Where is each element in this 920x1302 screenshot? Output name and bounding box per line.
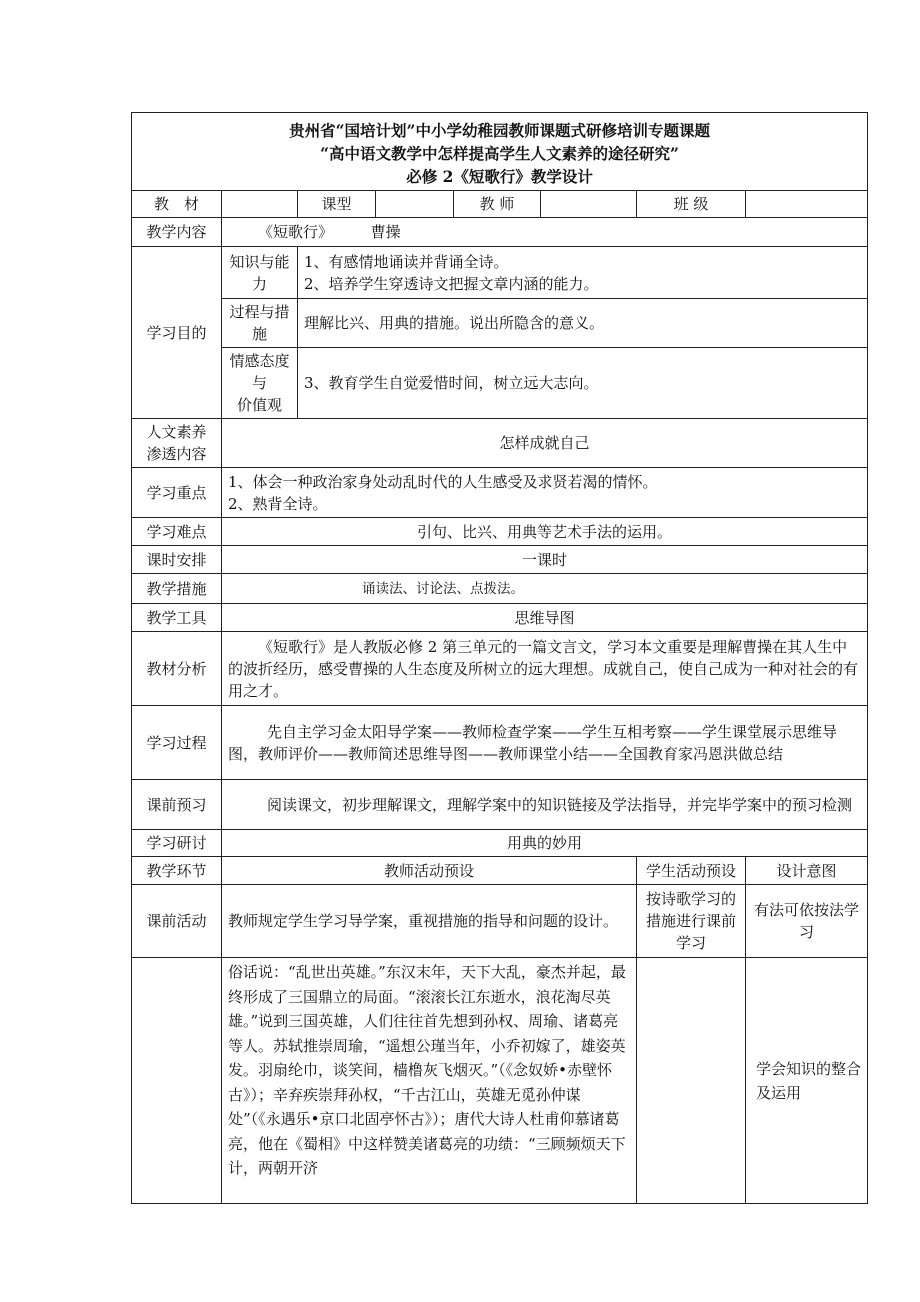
tools-row: [132, 604, 868, 632]
study-label: 学习研讨: [132, 830, 222, 857]
title-line-3: 必修 2《短歌行》教学设计: [406, 167, 593, 186]
process-label: 学习过程: [132, 706, 222, 780]
banji-value: [746, 191, 868, 218]
pre-class-intent: 有法可依按法学习: [746, 885, 868, 958]
stage-header: 教学环节: [132, 857, 222, 885]
methods-label: 教学措施: [132, 574, 222, 604]
pre-class-student: 按诗歌学习的措施进行课前学习: [637, 885, 746, 958]
humanities-label-2: 渗透内容: [146, 445, 207, 463]
methods-text: 诵读法、讨论法、点拨法。: [222, 574, 868, 604]
objective-process-row: [132, 299, 868, 348]
content-work: 《短歌行》: [258, 223, 334, 241]
key-point-2: 2、熟背全诗。: [228, 494, 328, 513]
header-row: [132, 191, 868, 218]
analysis-row: [132, 632, 868, 706]
process-text: 先自主学习金太阳导学案——教师检查学案——学生互相考察——学生课堂展示思维导图，教师评价——教师简述思维导图——教师课堂小结——全国教育家冯恩洪做总结: [222, 706, 868, 780]
pre-class-label: 课前活动: [132, 885, 222, 958]
knowledge-item-1: 1、有感情地诵读并背诵全诗。: [304, 252, 509, 271]
pre-class-row: [132, 885, 868, 958]
emotion-label-1: 情感态度与: [229, 352, 290, 392]
knowledge-item-2: 2、培养学生穿透诗文把握文章内涵的能力。: [304, 274, 599, 293]
difficulties-text: 引句、比兴、用典等艺术手法的运用。: [222, 518, 868, 546]
objective-emotion-row: [132, 348, 868, 419]
stage-header-row: [132, 857, 868, 885]
intro-intent: 学会知识的整合及运用: [746, 958, 868, 1204]
tools-label: 教学工具: [132, 604, 222, 632]
banji-label: 班 级: [637, 191, 746, 218]
process-row: [132, 706, 868, 780]
methods-row: [132, 574, 868, 604]
lesson-plan-table: [131, 112, 868, 1204]
student-header: 学生活动预设: [637, 857, 746, 885]
kexing-label: 课型: [298, 191, 376, 218]
difficulties-label: 学习难点: [132, 518, 222, 546]
analysis-text: 《短歌行》是人教版必修 2 第三单元的一篇文言文，学习本文重要是理解曹操在其人生中的波折经历，感受曹操的人生态度及所树立的远大理想。成就自己，使自己成为一种对社会的有用之才。: [222, 632, 868, 706]
content-label: 教学内容: [132, 218, 222, 247]
jiaoshi-value: [541, 191, 637, 218]
jiaocai-label: 教 材: [132, 191, 222, 218]
humanities-row: [132, 419, 868, 468]
jiaocai-value: [222, 191, 298, 218]
objective-knowledge-row: [132, 247, 868, 299]
tools-text: 思维导图: [222, 604, 868, 632]
title-row: [132, 113, 868, 191]
preview-row: [132, 780, 868, 830]
preview-label: 课前预习: [132, 780, 222, 830]
pre-class-teacher: 教师规定学生学习导学案，重视措施的指导和问题的设计。: [222, 885, 637, 958]
jiaoshi-label: 教 师: [454, 191, 541, 218]
schedule-label: 课时安排: [132, 546, 222, 574]
intro-row: [132, 958, 868, 1204]
humanities-label-1: 人文素养: [146, 423, 207, 441]
process-method-text: 理解比兴、用典的措施。说出所隐含的意义。: [298, 299, 868, 348]
preview-text: 阅读课文，初步理解课文，理解学案中的知识链接及学法指导，并完毕学案中的预习检测: [222, 780, 868, 830]
key-points-row: [132, 468, 868, 518]
emotion-text: 3、教育学生自觉爱惜时间，树立远大志向。: [298, 348, 868, 419]
emotion-label-2: 价值观: [236, 396, 282, 414]
study-text: 用典的妙用: [222, 830, 868, 857]
process-method-label: 过程与措施: [222, 299, 298, 348]
intent-header: 设计意图: [746, 857, 868, 885]
intro-student: [637, 958, 746, 1204]
title-line-1: 贵州省“国培计划”中小学幼稚园教师课题式研修培训专题课题: [289, 121, 710, 140]
key-points-label: 学习重点: [132, 468, 222, 518]
kexing-value: [376, 191, 454, 218]
study-row: [132, 830, 868, 857]
knowledge-label: 知识与能力: [222, 247, 298, 299]
content-row: [132, 218, 868, 247]
schedule-row: [132, 546, 868, 574]
title-line-2: “高中语文教学中怎样提高学生人文素养的途径研究”: [320, 144, 679, 163]
analysis-label: 教材分析: [132, 632, 222, 706]
teacher-header: 教师活动预设: [222, 857, 637, 885]
humanities-text: 怎样成就自己: [222, 419, 868, 468]
content-author: 曹操: [370, 223, 401, 241]
objectives-label: 学习目的: [132, 247, 222, 419]
difficulties-row: [132, 518, 868, 546]
intro-label: [132, 958, 222, 1204]
intro-teacher: 俗话说：“乱世出英雄。”东汉末年，天下大乱，豪杰并起，最终形成了三国鼎立的局面。“滚滚长江东逝水，浪花淘尽英雄。”说到三国英雄，人们往往首先想到孙权、周瑜、诸葛亮等人。苏轼推崇周瑜，“遥想公瑾当年，小乔初嫁了，雄姿英发。羽扇纶巾，谈笑间，樯橹灰飞烟灭。”（《念奴娇•赤壁怀古》）；辛弃疾崇拜孙权，“千古江山，英雄无觅孙仲谋处”（《永遇乐•京口北固亭怀古》）；唐代大诗人杜甫仰慕诸葛亮，他在《蜀相》中这样赞美诸葛亮的功绩：“三顾频烦天下计，两朝开济: [222, 958, 637, 1204]
key-point-1: 1、体会一种政治家身处动乱时代的人生感受及求贤若渴的情怀。: [228, 472, 658, 491]
schedule-text: 一课时: [222, 546, 868, 574]
